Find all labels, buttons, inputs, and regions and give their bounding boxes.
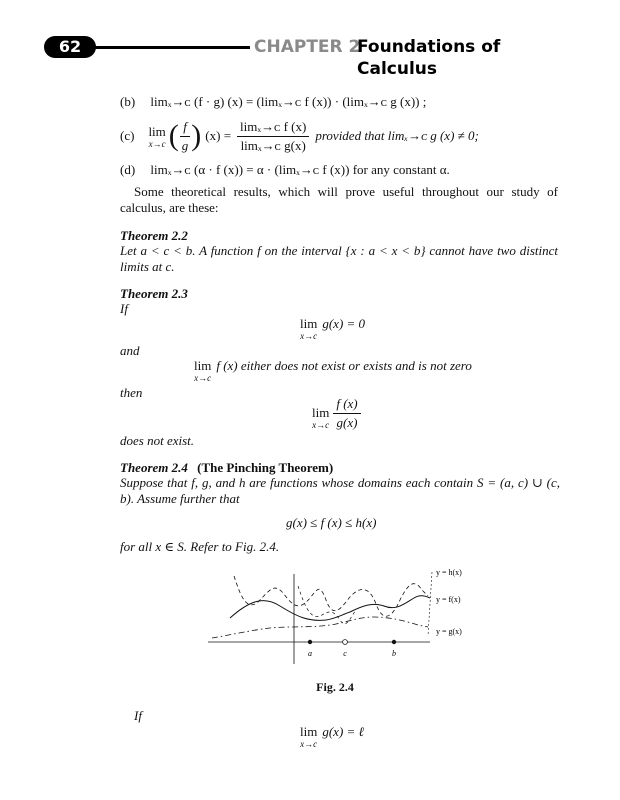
- chapter-label: CHAPTER 2: [254, 37, 361, 57]
- eq3-fraction: [333, 396, 360, 431]
- rule-c-lim-text: lim: [148, 123, 166, 139]
- theorem-2-4-inequality: g(x) ≤ f (x) ≤ h(x): [286, 515, 377, 530]
- theorem-2-4-refer: for all x ∈ S. Refer to Fig. 2.4.: [120, 539, 280, 554]
- rule-b-formula: limₓ→ᴄ (f · g) (x) = (limₓ→ᴄ f (x)) · (limₓ→ᴄ g (x)) ;: [150, 94, 427, 109]
- final-rhs: g(x) = ℓ: [322, 724, 364, 739]
- final-if: If: [134, 708, 142, 723]
- rule-c-proviso: provided that limₓ→ᴄ g (x) ≠ 0;: [315, 128, 479, 143]
- header-rule: [84, 46, 250, 49]
- point-c: [343, 640, 348, 645]
- eq2-lim-text: lim: [194, 358, 212, 373]
- label-g: y = g(x): [436, 627, 462, 636]
- h-curve-extra: [298, 586, 356, 624]
- h-curve: [234, 576, 428, 616]
- rule-c-rhs-den: limₓ→ᴄ g(x): [240, 137, 306, 153]
- intro-paragraph: Some theoretical results, which will prove useful throughout our study of calculus, are these:: [120, 184, 558, 215]
- rule-d-label: (d): [120, 162, 136, 177]
- eq3-den: g(x): [336, 415, 358, 430]
- theorem-2-4-text: Suppose that f, g, and h are functions whose domains each contain S = (a, c) ∪ (c, b). Assume further that: [120, 475, 560, 506]
- eq1-rhs: g(x) = 0: [322, 316, 366, 331]
- label-f: y = f(x): [436, 595, 461, 604]
- theorem-2-4-title: Theorem 2.4: [120, 460, 188, 475]
- theorem-2-3-eq3: [312, 396, 361, 431]
- eq3-lim-sub: x→c: [312, 420, 330, 430]
- rule-b: [120, 94, 560, 110]
- eq3-lim-text: lim: [312, 405, 330, 420]
- eq2-lim-sub: x→c: [194, 373, 212, 383]
- theorem-2-2-title: Theorem 2.2: [120, 228, 188, 243]
- rule-c-rhs-num: limₓ→ᴄ f (x): [237, 119, 309, 137]
- theorem-2-3-eq2: [194, 358, 472, 383]
- final-lim: [300, 724, 317, 749]
- rule-c-right-paren: ): [191, 119, 202, 152]
- final-eq: [300, 724, 364, 749]
- rule-c-lim-sub: x→c: [148, 138, 166, 149]
- rule-c-fg-num: f: [180, 119, 190, 137]
- rule-c-x-eq: (x) =: [205, 128, 232, 143]
- theorem-2-4-heading: [120, 460, 333, 476]
- theorem-2-3-if: If: [120, 301, 128, 316]
- rule-c-fg-fraction: [179, 119, 192, 154]
- theorem-2-3-conclusion: does not exist.: [120, 433, 195, 448]
- theorem-2-3-and: and: [120, 343, 140, 358]
- point-b: [392, 640, 396, 644]
- figure-caption: Fig. 2.4: [316, 680, 354, 694]
- page-number-badge: 62: [44, 36, 96, 58]
- pinching-theorem-figure: [200, 560, 490, 668]
- rule-c-left-paren: (: [168, 119, 179, 152]
- theorem-2-3-then: then: [120, 385, 143, 400]
- rule-c-lim: [148, 124, 165, 149]
- theorem-2-3-title: Theorem 2.3: [120, 286, 188, 301]
- eq1-lim-text: lim: [300, 316, 318, 331]
- rule-b-label: (b): [120, 94, 136, 109]
- point-a: [308, 640, 312, 644]
- rule-c-label: (c): [120, 128, 135, 143]
- right-bracket: [428, 572, 432, 636]
- tick-label-b: b: [392, 649, 396, 658]
- eq3-num: f (x): [333, 396, 360, 414]
- eq3-lim: [312, 405, 329, 430]
- page-header: [44, 36, 564, 79]
- eq1-lim-sub: x→c: [300, 331, 318, 341]
- eq1-lim: [300, 316, 317, 341]
- rule-c-rhs-fraction: [237, 119, 309, 154]
- tick-label-a: a: [308, 649, 312, 658]
- final-lim-sub: x→c: [300, 739, 318, 749]
- rule-d-formula: limₓ→ᴄ (α · f (x)) = α · (limₓ→ᴄ f (x)) for any constant α.: [150, 162, 450, 177]
- eq2-lim: [194, 358, 211, 383]
- chapter-title: Foundations of Calculus: [357, 37, 501, 79]
- theorem-2-4-subtitle: (The Pinching Theorem): [197, 460, 334, 475]
- final-lim-text: lim: [300, 724, 318, 739]
- rule-d: [120, 162, 570, 178]
- rule-c-fg-den: g: [181, 137, 189, 153]
- label-h: y = h(x): [436, 568, 462, 577]
- tick-label-c: c: [343, 649, 347, 658]
- theorem-2-3-eq1: [300, 316, 365, 341]
- rule-c: [120, 118, 570, 154]
- eq2-rhs: f (x) either does not exist or exists and is not zero: [216, 358, 472, 373]
- theorem-2-2-text: Let a < c < b. A function f on the interval {x : a < x < b} cannot have two distinct limits at c.: [120, 243, 558, 274]
